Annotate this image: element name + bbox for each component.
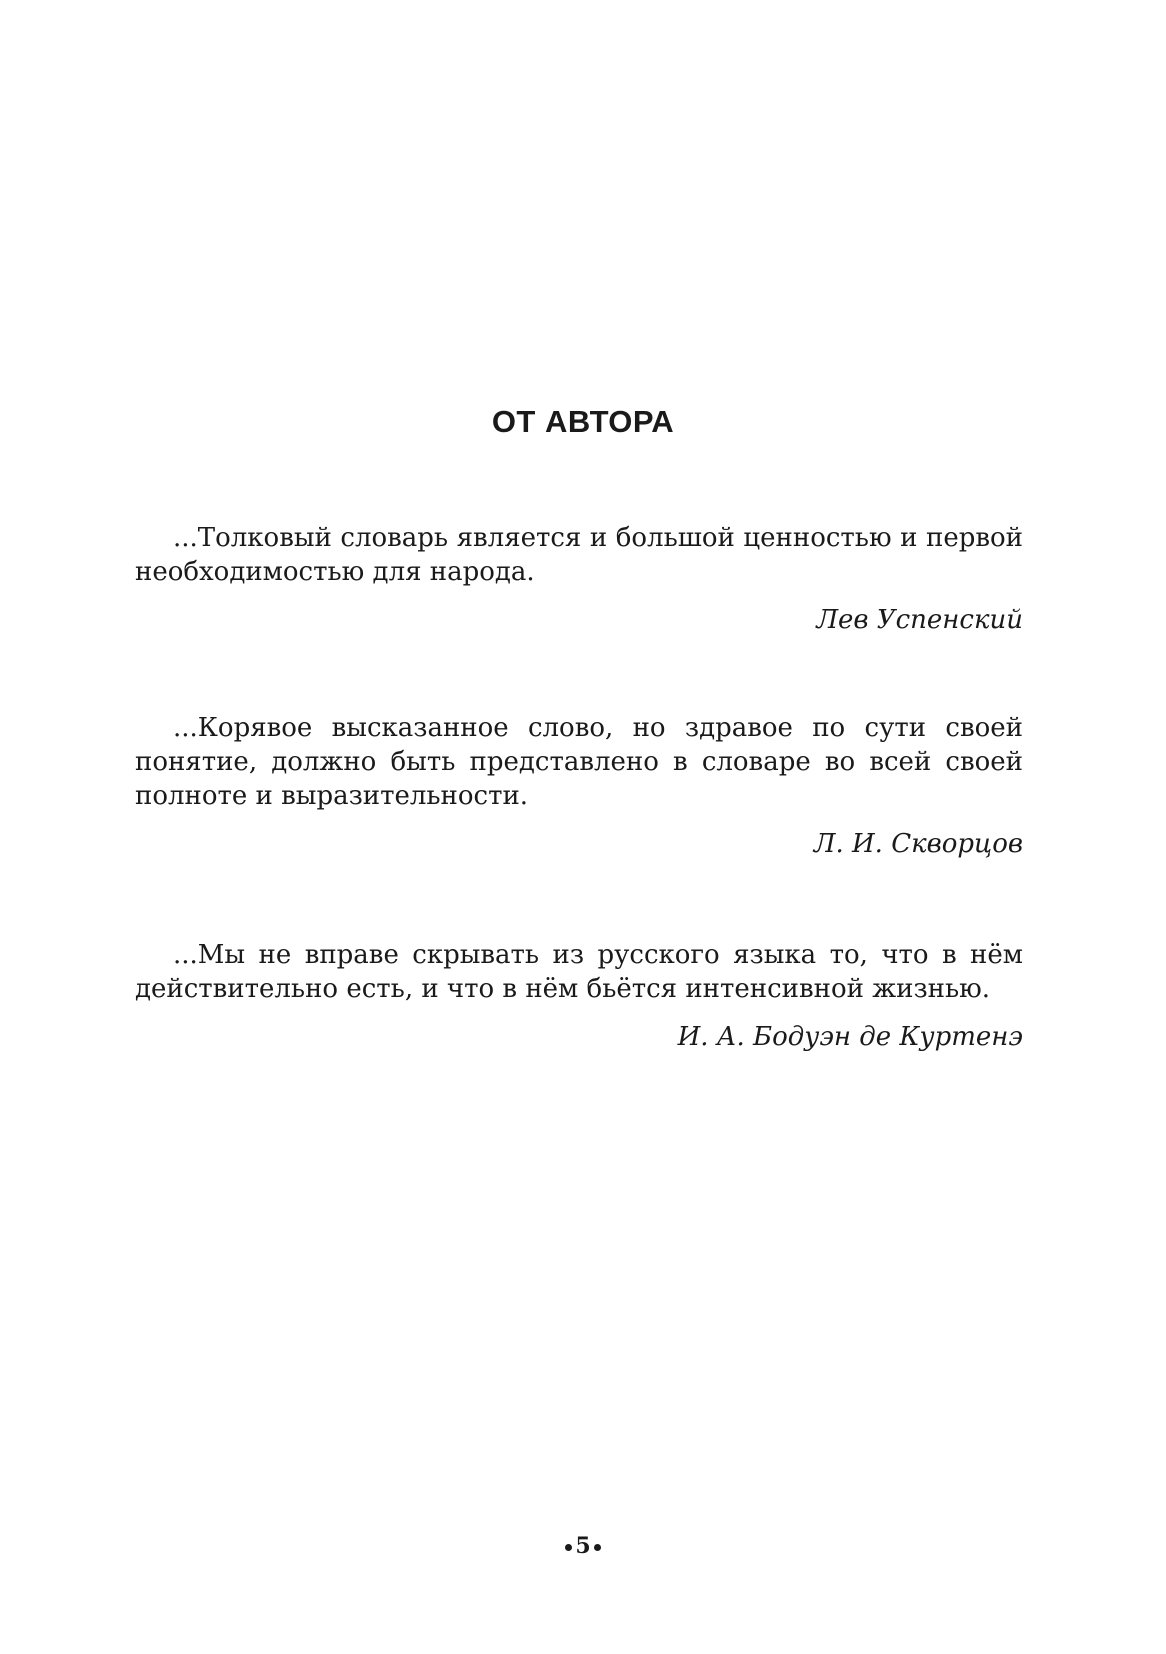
quote-line: ...Толковый словарь является и большой ценностью и первой	[173, 523, 1023, 553]
epigraph-author: Л. И. Скворцов	[813, 829, 1023, 859]
quote-line: ...Корявое высказанное слово, но здравое по сути своей поня	[135, 713, 1023, 777]
epigraph-author: Лев Успенский	[816, 605, 1023, 635]
quote-line: действительно есть, и что в нём бьётся интенсивной жизнью.	[135, 974, 991, 1004]
quote-line: и выразительности.	[255, 781, 529, 811]
page-number	[0, 1533, 1166, 1559]
epigraph-quote	[135, 711, 1023, 813]
epigraph-quote	[135, 521, 1023, 589]
quote-line: тие, должно быть представлено в словаре во всей своей полноте	[135, 747, 1023, 811]
quote-line: ...Мы не вправе скрывать из русского языка то, что в нём	[173, 940, 1023, 970]
quote-line: необходимостью для народа.	[135, 557, 535, 587]
epigraph	[135, 938, 1023, 1054]
bullet-dot-left	[565, 1544, 572, 1551]
bullet-dot-right	[594, 1544, 601, 1551]
page-number-value: 5	[575, 1533, 591, 1559]
epigraph	[135, 711, 1023, 861]
epigraph	[135, 521, 1023, 637]
page-title: ОТ АВТОРА	[491, 404, 675, 439]
epigraph-quote	[135, 938, 1023, 1006]
epigraph-author: И. А. Бодуэн де Куртенэ	[677, 1022, 1023, 1052]
